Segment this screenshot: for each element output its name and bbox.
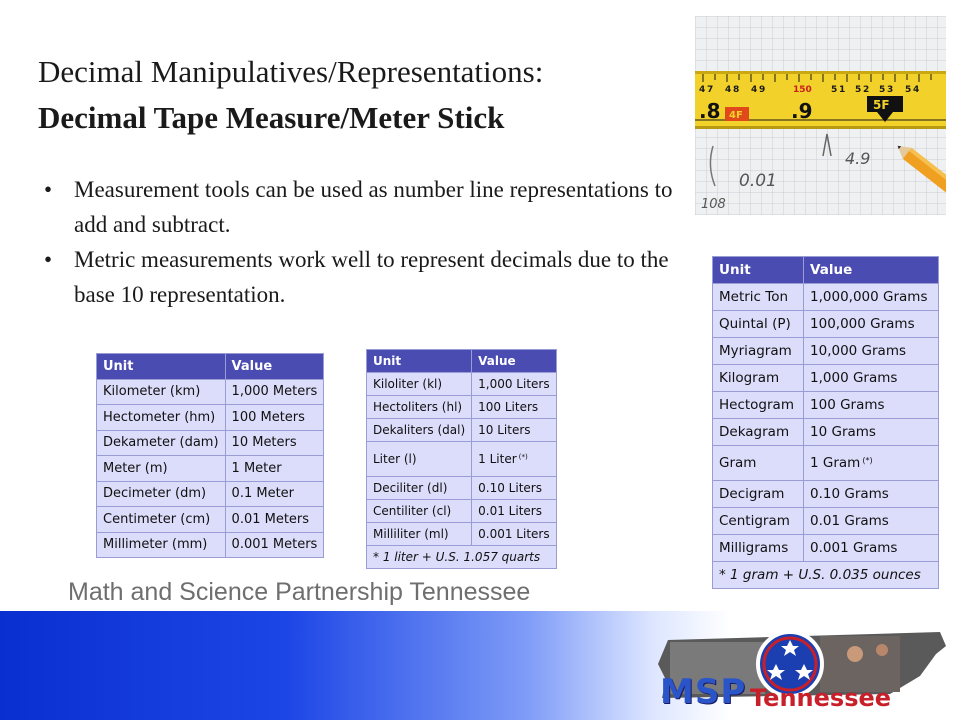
- tape-measure-photo: [695, 16, 946, 215]
- table-row: [367, 500, 557, 523]
- unit-cell: Kilometer (km): [97, 379, 226, 405]
- tape-number: 5: [879, 85, 886, 95]
- value-cell: 0.001 Meters: [225, 532, 324, 558]
- table-row: [713, 535, 939, 562]
- table-note-row: [367, 546, 557, 569]
- unit-cell: Centimeter (cm): [97, 507, 226, 533]
- msp-logo-text: MSP: [660, 672, 747, 712]
- tape-label-5f: 5F: [873, 98, 890, 112]
- value-cell: 1,000 Meters: [225, 379, 324, 405]
- value-cell: 10 Grams: [804, 419, 939, 446]
- column-header: Unit: [367, 350, 472, 373]
- tape-big-number: .8: [699, 99, 721, 123]
- table-row: [713, 419, 939, 446]
- unit-cell: Kilogram: [713, 365, 804, 392]
- length-units-table: [96, 353, 324, 558]
- tape-number: 3: [887, 85, 894, 95]
- tape-number: 5: [905, 85, 912, 95]
- table-header-row: [713, 257, 939, 284]
- column-header: Value: [472, 350, 556, 373]
- column-header: Unit: [97, 354, 226, 380]
- table-row: [713, 481, 939, 508]
- table-row: [367, 477, 557, 500]
- unit-cell: Liter (l): [367, 442, 472, 477]
- unit-cell: Dekaliters (dal): [367, 419, 472, 442]
- value-cell: 0.001 Liters: [472, 523, 556, 546]
- unit-cell: Decigram: [713, 481, 804, 508]
- unit-cell: Deciliter (dl): [367, 477, 472, 500]
- value-cell: 100 Liters: [472, 396, 556, 419]
- column-header: Value: [225, 354, 324, 380]
- tape-big-number: .9: [791, 99, 813, 123]
- value-cell: [804, 446, 939, 481]
- table-row: [367, 523, 557, 546]
- value-cell: 1,000,000 Grams: [804, 284, 939, 311]
- value-cell: 10 Liters: [472, 419, 556, 442]
- value-cell: 1 Meter: [225, 456, 324, 482]
- table-note: * 1 liter + U.S. 1.057 quarts: [367, 546, 557, 569]
- table-note-row: [713, 562, 939, 589]
- tape-number: 8: [733, 85, 740, 95]
- table-row: [713, 311, 939, 338]
- tennessee-logo-text: Tennessee: [750, 684, 892, 712]
- column-header: Value: [804, 257, 939, 284]
- tape-number: 4: [913, 85, 920, 95]
- unit-cell: Dekameter (dam): [97, 430, 226, 456]
- value-cell: 0.001 Grams: [804, 535, 939, 562]
- table-row: [367, 396, 557, 419]
- table-row: [713, 446, 939, 481]
- handwriting: 4.9: [845, 149, 871, 168]
- table-row: [97, 532, 324, 558]
- table-row: [97, 379, 324, 405]
- unit-cell: Metric Ton: [713, 284, 804, 311]
- table-note: * 1 gram + U.S. 0.035 ounces: [713, 562, 939, 589]
- unit-cell: Gram: [713, 446, 804, 481]
- table-header-row: [97, 354, 324, 380]
- tape-number: 7: [707, 85, 714, 95]
- value-cell: [472, 442, 556, 477]
- tape-number: 9: [759, 85, 766, 95]
- unit-cell: Meter (m): [97, 456, 226, 482]
- footer-organization-text: Math and Science Partnership Tennessee: [68, 578, 531, 606]
- unit-cell: Milligrams: [713, 535, 804, 562]
- table-row: [97, 456, 324, 482]
- value-cell: 0.10 Liters: [472, 477, 556, 500]
- table-row: [367, 442, 557, 477]
- table-row: [367, 373, 557, 396]
- value-cell: 100 Grams: [804, 392, 939, 419]
- table-row: [713, 508, 939, 535]
- value-cell: 100,000 Grams: [804, 311, 939, 338]
- table-header-row: [367, 350, 557, 373]
- title-line-1: Decimal Manipulatives/Representations:: [38, 54, 544, 89]
- footnote-marker: (*): [518, 452, 528, 461]
- column-header: Unit: [713, 257, 804, 284]
- value-cell: 100 Meters: [225, 405, 324, 431]
- value-cell: 10,000 Grams: [804, 338, 939, 365]
- table-row: [97, 430, 324, 456]
- unit-cell: Quintal (P): [713, 311, 804, 338]
- bullet-item: • Metric measurements work well to represent decimals due to the base 10 representation.: [44, 242, 674, 312]
- table-row: [367, 419, 557, 442]
- mass-units-table: [712, 256, 939, 589]
- tape-label-4f: 4F: [729, 110, 743, 121]
- value-cell: 10 Meters: [225, 430, 324, 456]
- unit-cell: Dekagram: [713, 419, 804, 446]
- unit-cell: Hectometer (hm): [97, 405, 226, 431]
- value-cell: 1,000 Liters: [472, 373, 556, 396]
- bullet-item: • Measurement tools can be used as number line representations to add and subtract.: [44, 172, 674, 242]
- unit-cell: Hectogram: [713, 392, 804, 419]
- tape-number: 4: [699, 85, 706, 95]
- value-cell: 0.01 Meters: [225, 507, 324, 533]
- table-row: [713, 338, 939, 365]
- table-row: [97, 481, 324, 507]
- unit-cell: Kiloliter (kl): [367, 373, 472, 396]
- table-row: [713, 392, 939, 419]
- value-text: 1 Liter: [478, 452, 517, 466]
- tape-number: 5: [855, 85, 862, 95]
- unit-cell: Hectoliters (hl): [367, 396, 472, 419]
- table-row: [713, 365, 939, 392]
- unit-cell: Myriagram: [713, 338, 804, 365]
- tape-measure-image: [695, 16, 946, 215]
- footnote-marker: (*): [862, 455, 873, 465]
- bullet-list: [44, 172, 674, 312]
- value-cell: 0.01 Grams: [804, 508, 939, 535]
- value-cell: 0.1 Meter: [225, 481, 324, 507]
- handwriting: 0.01: [739, 171, 777, 191]
- unit-cell: Centigram: [713, 508, 804, 535]
- unit-cell: Milliliter (ml): [367, 523, 472, 546]
- table-row: [713, 284, 939, 311]
- tape-number: 5: [831, 85, 838, 95]
- unit-cell: Millimeter (mm): [97, 532, 226, 558]
- unit-cell: Decimeter (dm): [97, 481, 226, 507]
- table-row: [97, 507, 324, 533]
- value-cell: 1,000 Grams: [804, 365, 939, 392]
- value-cell: 0.10 Grams: [804, 481, 939, 508]
- handwriting: 108: [701, 197, 726, 212]
- tape-number: 150: [793, 85, 812, 95]
- value-text: 1 Gram: [810, 455, 861, 471]
- tape-number: 4: [725, 85, 732, 95]
- tape-number: 1: [839, 85, 846, 95]
- volume-units-table: [366, 349, 557, 569]
- tape-number: 4: [751, 85, 758, 95]
- tape-number: 2: [863, 85, 870, 95]
- table-row: [97, 405, 324, 431]
- title-line-2: Decimal Tape Measure/Meter Stick: [38, 100, 505, 135]
- value-cell: 0.01 Liters: [472, 500, 556, 523]
- unit-cell: Centiliter (cl): [367, 500, 472, 523]
